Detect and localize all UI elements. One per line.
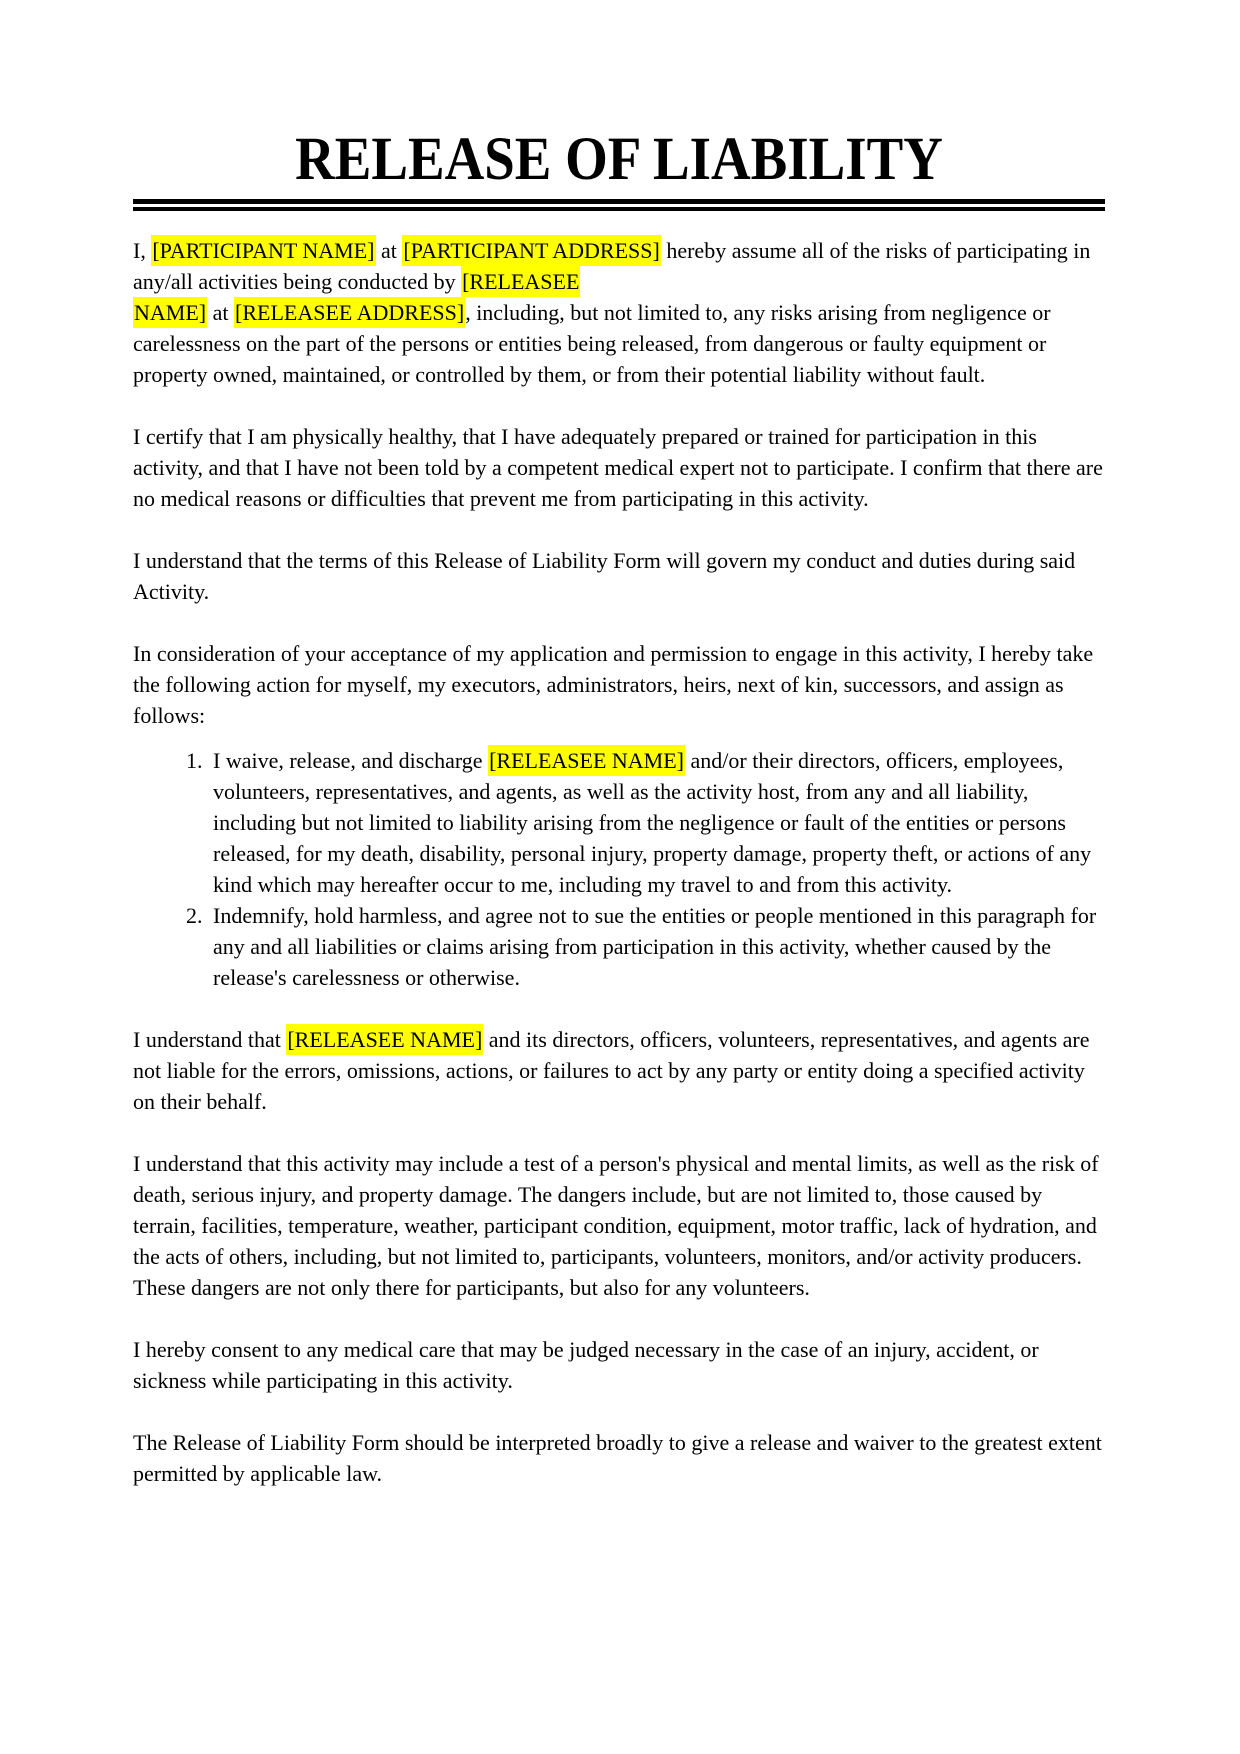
paragraph: In consideration of your acceptance of my application and permission to engage in this activity, I hereby take the following action for myself, my executors, administrators, heirs, next of kin, successors, and assign as follows: bbox=[133, 641, 1094, 728]
list-item: 1. I waive, release, and discharge [RELEASEE NAME] and/or their directors, officers, employees, volunteers, representatives, and agents, as well as the activity host, from any and all liability, including but not limited to liability arising from the negligence or fault of the entities or persons released, for my death, disability, personal injury, property damage, property theft, or actions of any kind which may hereafter occur to me, including my travel to and from this activity. bbox=[208, 745, 1105, 900]
paragraph: I hereby consent to any medical care that may be judged necessary in the case of an injury, accident, or sickness while participating in this activity. bbox=[133, 1337, 1039, 1393]
highlighted-placeholder[interactable]: [RELEASEE bbox=[461, 266, 580, 297]
highlighted-placeholder[interactable]: [RELEASEE ADDRESS] bbox=[234, 297, 465, 328]
paragraph: I understand that the terms of this Release of Liability Form will govern my conduct and duties during said Activity. bbox=[133, 548, 1076, 604]
paragraph: I understand that this activity may include a test of a person's physical and mental limits, as well as the risk of death, serious injury, and property damage. The dangers include, but are not limited to, those caused by terrain, facilities, temperature, weather, participant condition, equipment, motor traffic, lack of hydration, and the acts of others, including, but not limited to, participants, volunteers, monitors, and/or activity producers. These dangers are not only there for participants, but also for any volunteers. bbox=[133, 1151, 1099, 1300]
list-item: 2. Indemnify, hold harmless, and agree not to sue the entities or people mentioned in this paragraph for any and all liabilities or claims arising from participation in this activity, whether caused by the release's carelessness or otherwise. bbox=[208, 900, 1105, 993]
highlighted-placeholder[interactable]: [RELEASEE NAME] bbox=[286, 1024, 483, 1055]
highlighted-placeholder[interactable]: [PARTICIPANT NAME] bbox=[151, 235, 375, 266]
numbered-list bbox=[133, 745, 1105, 993]
document-body bbox=[133, 235, 1105, 1489]
paragraph: I, [PARTICIPANT NAME] at [PARTICIPANT ADDRESS] hereby assume all of the risks of participating in any/all activities being conducted by [RELEASEE NAME] at [RELEASEE ADDRESS], including, but not limited to, any risks arising from negligence or carelessness on the part of the persons or entities being released, from dangerous or faulty equipment or property owned, maintained, or controlled by them, or from their potential liability without fault. bbox=[133, 235, 1105, 390]
paragraph: I certify that I am physically healthy, that I have adequately prepared or trained for participation in this activity, and that I have not been told by a competent medical expert not to participate. I confirm that there are no medical reasons or difficulties that prevent me from participating in this activity. bbox=[133, 424, 1103, 511]
paragraph: I understand that [RELEASEE NAME] and its directors, officers, volunteers, representatives, and agents are not liable for the errors, omissions, actions, or failures to act by any party or entity doing a specified activity on their behalf. bbox=[133, 1024, 1105, 1117]
title-divider bbox=[133, 199, 1105, 211]
highlighted-placeholder[interactable]: [PARTICIPANT ADDRESS] bbox=[402, 235, 660, 266]
document-title: RELEASE OF LIABILITY bbox=[295, 126, 943, 193]
highlighted-placeholder[interactable]: [RELEASEE NAME] bbox=[488, 745, 685, 776]
highlighted-placeholder[interactable]: NAME] bbox=[133, 297, 207, 328]
paragraph: The Release of Liability Form should be interpreted broadly to give a release and waiver to the greatest extent permitted by applicable law. bbox=[133, 1430, 1102, 1486]
